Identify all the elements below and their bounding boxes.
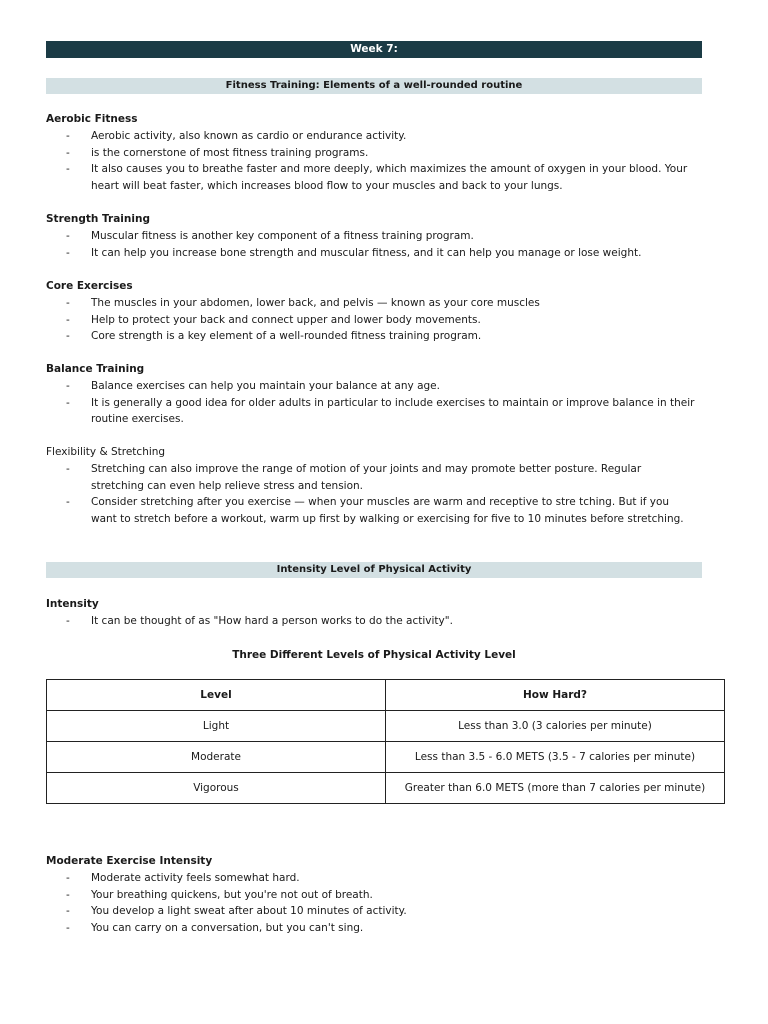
table-cell: Less than 3.0 (3 calories per minute) [386, 711, 725, 742]
table-cell: Moderate [47, 742, 386, 773]
section-flexibility [46, 444, 702, 528]
list-item: - Stretching can also improve the range of motion of your joints and may promote better posture. Regular stretching can even help relieve stress and tension. [66, 463, 642, 492]
table-header-row [47, 680, 725, 711]
list-item: - It also causes you to breathe faster and more deeply, which maximizes the amount of oxygen in your blood. Your heart will beat faster, which increases blood flow to your muscles and back to your lungs. [66, 163, 688, 193]
balance-heading: Balance Training [46, 363, 145, 375]
column-header: Level [47, 680, 386, 711]
list-item: - Balance exercises can help you maintain your balance at any age. [66, 380, 440, 392]
list-item: - is the cornerstone of most fitness training programs. [66, 146, 369, 159]
section-moderate [46, 853, 702, 937]
table-cell: Light [47, 711, 386, 742]
list-item: - Aerobic activity, also known as cardio or endurance activity. [66, 130, 407, 142]
list-item: - Help to protect your back and connect upper and lower body movements. [66, 313, 481, 326]
table-cell: Greater than 6.0 METS (more than 7 calories per minute) [386, 773, 725, 804]
table-cell: Less than 3.5 - 6.0 METS (3.5 - 7 calories per minute) [386, 742, 725, 773]
list-item: - You develop a light sweat after about 10 minutes of activity. [66, 905, 407, 918]
section-aerobic [46, 111, 702, 195]
list-item: - Your breathing quickens, but you're not out of breath. [66, 888, 373, 901]
section-title-fitness: Fitness Training: Elements of a well-rounded routine [46, 78, 702, 94]
table-row [47, 742, 725, 773]
strength-heading: Strength Training [46, 213, 150, 225]
list-item: - It can be thought of as "How hard a person works to do the activity". [66, 615, 453, 627]
list-item: - It is generally a good idea for older adults in particular to include exercises to maintain or improve balance in their routine exercises. [66, 396, 695, 426]
section-title-intensity: Intensity Level of Physical Activity [46, 562, 702, 578]
column-header: How Hard? [386, 680, 725, 711]
core-heading: Core Exercises [46, 280, 133, 292]
intensity-heading: Intensity [46, 598, 99, 610]
list-item: - Moderate activity feels somewhat hard. [66, 872, 300, 884]
list-item: - Consider stretching after you exercise — when your muscles are warm and receptive to stre tching. But if you want to stretch before a workout, warm up first by walking or exercising for five to 10 minutes before stretching. [66, 496, 684, 526]
list-item: - Core strength is a key element of a well-rounded fitness training program. [66, 330, 482, 343]
list-item: - You can carry on a conversation, but you can't sing. [66, 922, 364, 935]
table-row [47, 773, 725, 804]
section-strength [46, 211, 702, 261]
table-title: Three Different Levels of Physical Activity Level [232, 649, 516, 661]
flexibility-heading: Flexibility & Stretching [46, 446, 166, 458]
week-header: Week 7: [46, 41, 702, 58]
table-row [47, 711, 725, 742]
list-item: - The muscles in your abdomen, lower back, and pelvis — known as your core muscles [66, 297, 540, 309]
moderate-heading: Moderate Exercise Intensity [46, 855, 213, 867]
section-intensity [46, 596, 702, 630]
section-balance [46, 361, 702, 428]
activity-levels-table [46, 679, 725, 804]
list-item: - It can help you increase bone strength and muscular fitness, and it can help you manage or lose weight. [66, 246, 642, 259]
section-core [46, 278, 702, 345]
aerobic-heading: Aerobic Fitness [46, 113, 138, 125]
table-cell: Vigorous [47, 773, 386, 804]
list-item: - Muscular fitness is another key component of a fitness training program. [66, 230, 474, 242]
